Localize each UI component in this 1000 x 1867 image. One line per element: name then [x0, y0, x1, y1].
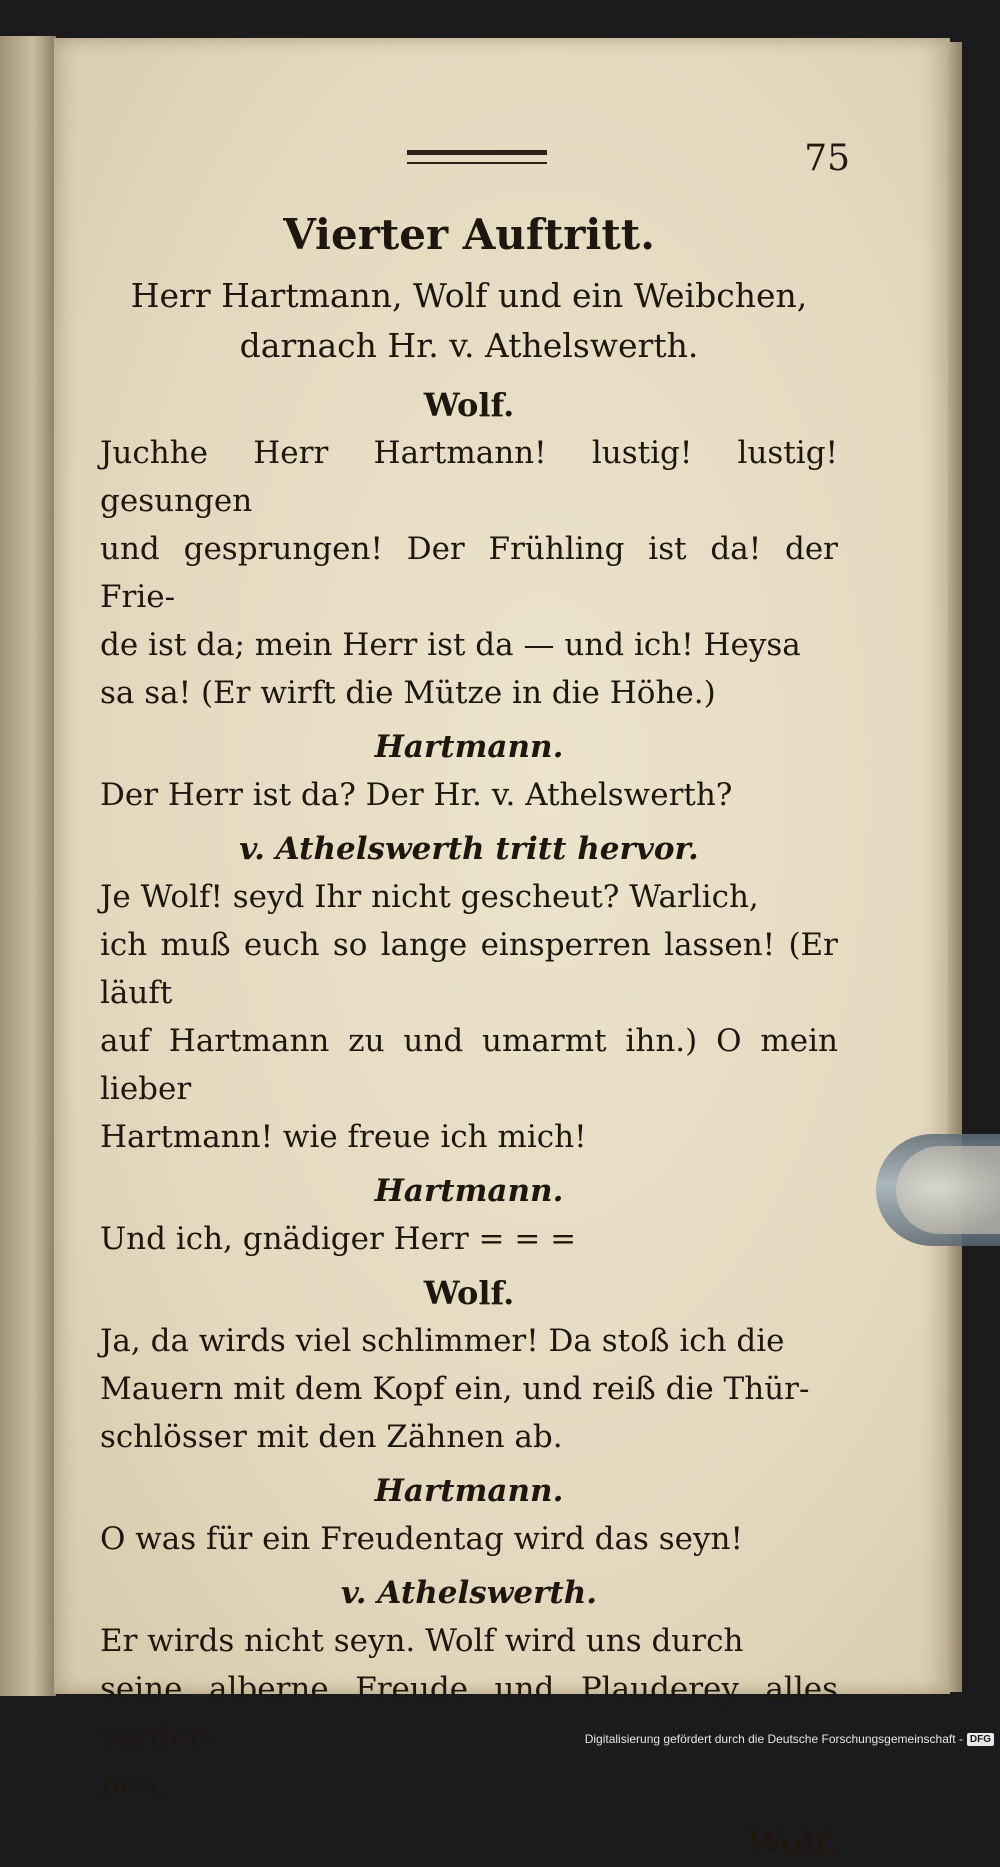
speaker-label: v. Athelswerth tritt hervor. — [239, 831, 699, 867]
speech-line: ich muß euch so lange einsperren lassen! (Er läuft — [100, 927, 838, 1011]
persons-line: Herr Hartmann, Wolf und ein Weibchen, — [130, 276, 808, 315]
speech-line: Mauern mit dem Kopf ein, und reiß die Thür- — [100, 1371, 810, 1407]
speech-block — [100, 771, 838, 819]
footer-text: Digitalisierung gefördert durch die Deutsche Forschungsgemeinschaft - — [584, 1732, 963, 1746]
speech-line: Er wirds nicht seyn. Wolf wird uns durch — [100, 1623, 744, 1659]
speech-line: O was für ein Freudentag wird das seyn! — [100, 1521, 743, 1557]
speaker-label: Wolf. — [423, 386, 515, 424]
speech-block — [100, 1215, 838, 1263]
catchword: Wolf. — [747, 1824, 838, 1862]
speech-line: sa sa! (Er wirft die Mütze in die Höhe.) — [100, 675, 716, 711]
speech-line: Hartmann! wie freue ich mich! — [100, 1119, 587, 1155]
speech-line: schlösser mit den Zähnen ab. — [100, 1419, 563, 1455]
scene-heading: Vierter Auftritt. — [283, 210, 655, 259]
speaker-label: Hartmann. — [374, 1473, 564, 1509]
speech-block — [100, 1617, 838, 1809]
digitization-footer — [585, 1732, 994, 1746]
speech-line: ben. — [100, 1767, 169, 1803]
speech-line: de ist da; mein Herr ist da — und ich! Heysa — [100, 627, 801, 663]
speech-line: und gesprungen! Der Frühling ist da! der Frie- — [100, 531, 838, 615]
speaker-label: Hartmann. — [374, 729, 564, 765]
speech-line: Ja, da wirds viel schlimmer! Da stoß ich die — [100, 1323, 785, 1359]
dfg-logo-icon: DFG — [967, 1733, 994, 1746]
page-clip-highlight — [896, 1146, 1000, 1234]
header-rule-thin — [407, 162, 547, 164]
speech-block — [100, 429, 838, 717]
speech-line: seine alberne Freude und Plauderey alles verder- — [100, 1671, 838, 1755]
header-rule-thick — [407, 150, 547, 155]
speech-line: auf Hartmann zu und umarmt ihn.) O mein lieber — [100, 1023, 838, 1107]
speech-block — [100, 1515, 838, 1563]
speaker-label: Hartmann. — [374, 1173, 564, 1209]
persons-line: darnach Hr. v. Athelswerth. — [239, 326, 699, 365]
persons-list — [100, 271, 838, 371]
page-right-edge — [948, 42, 962, 1692]
speech-line: Der Herr ist da? Der Hr. v. Athelswerth? — [100, 777, 733, 813]
speech-line: Und ich, gnädiger Herr = = = — [100, 1221, 577, 1257]
page-number: 75 — [804, 138, 850, 179]
speech-line: Juchhe Herr Hartmann! lustig! lustig! gesungen — [100, 435, 838, 519]
page-text — [100, 205, 838, 1867]
speaker-label: v. Athelswerth. — [340, 1575, 598, 1611]
left-page-edge — [0, 36, 56, 1696]
speaker-label: Wolf. — [423, 1274, 515, 1312]
speech-block — [100, 1317, 838, 1461]
speech-line: Je Wolf! seyd Ihr nicht gescheut? Warlich, — [100, 879, 759, 915]
speech-block — [100, 873, 838, 1161]
